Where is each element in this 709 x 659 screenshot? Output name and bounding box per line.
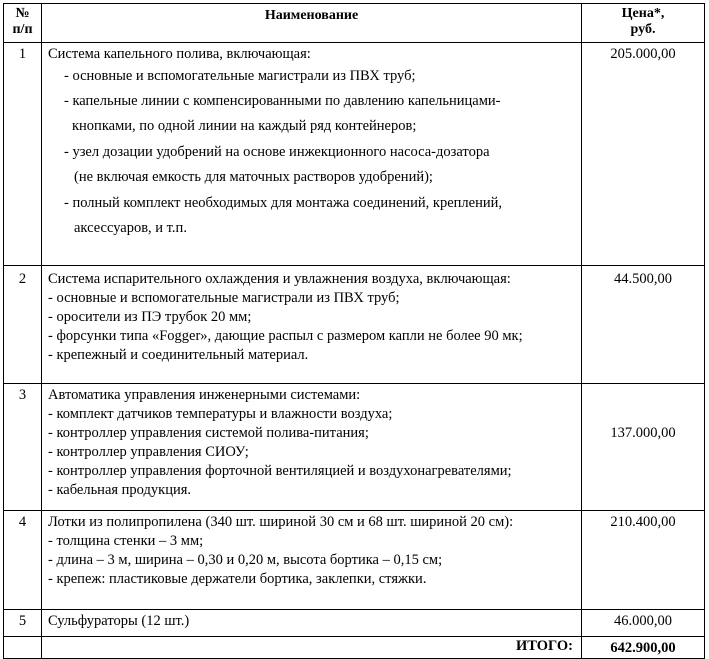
row-number: 1 — [4, 43, 42, 266]
row-line: Автоматика управления инженерными системами: — [48, 387, 361, 403]
header-price — [582, 4, 705, 43]
table-row — [4, 384, 705, 511]
row-line: - крепеж: пластиковые держатели бортика, заклепки, стяжки. — [48, 571, 427, 587]
row-line: Сульфураторы (12 шт.) — [48, 613, 190, 629]
row-line: - кабельная продукция. — [48, 482, 192, 498]
row-price: 44.500,00 — [582, 266, 705, 384]
row-line: - комплект датчиков температуры и влажности воздуха; — [48, 406, 393, 422]
table-row — [4, 266, 705, 384]
row-line: - крепежный и соединительный материал. — [48, 347, 309, 363]
row-description — [42, 43, 582, 266]
row-line: аксессуаров, и т.п. — [74, 220, 187, 236]
row-line: - оросители из ПЭ трубок 20 мм; — [48, 309, 252, 325]
header-number-line2: п/п — [12, 22, 33, 37]
row-line: - толщина стенки – 3 мм; — [48, 533, 204, 549]
row-line: - основные и вспомогательные магистрали из ПВХ труб; — [48, 290, 400, 306]
row-price: 205.000,00 — [582, 43, 705, 266]
row-description — [42, 610, 582, 637]
row-line: - контроллер управления СИОУ; — [48, 444, 249, 460]
row-description — [42, 511, 582, 610]
row-line: - контроллер управления форточной вентиляцией и воздухонагревателями; — [48, 463, 512, 479]
row-line: (не включая емкость для маточных растворов удобрений); — [74, 169, 433, 185]
row-price: 137.000,00 — [582, 384, 705, 511]
row-number: 3 — [4, 384, 42, 511]
row-line: - капельные линии с компенсированными по давлению капельницами- — [64, 93, 501, 109]
row-description — [42, 266, 582, 384]
price-table — [3, 3, 705, 659]
row-price: 46.000,00 — [582, 610, 705, 637]
row-line: - контроллер управления системой полива-питания; — [48, 425, 369, 441]
row-number: 4 — [4, 511, 42, 610]
total-value: 642.900,00 — [582, 637, 705, 659]
table-row — [4, 511, 705, 610]
header-number — [4, 4, 42, 43]
table-header-row — [4, 4, 705, 43]
row-line: Система капельного полива, включающая: — [48, 46, 311, 62]
row-line: Лотки из полипропилена (340 шт. шириной 30 см и 68 шт. шириной 20 см): — [48, 514, 514, 530]
total-label: ИТОГО: — [42, 637, 582, 659]
row-line: кнопками, по одной линии на каждый ряд контейнеров; — [72, 118, 417, 134]
header-price-line2: руб. — [630, 22, 656, 37]
row-line: - узел дозации удобрений на основе инжекционного насоса-дозатора — [64, 144, 490, 160]
row-line: - полный комплект необходимых для монтажа соединений, креплений, — [64, 195, 502, 211]
header-name: Наименование — [42, 4, 582, 43]
total-row — [4, 637, 705, 659]
row-number: 5 — [4, 610, 42, 637]
row-description — [42, 384, 582, 511]
row-price: 210.400,00 — [582, 511, 705, 610]
total-empty-cell — [4, 637, 42, 659]
table-row — [4, 43, 705, 266]
row-line: - форсунки типа «Fogger», дающие распыл с размером капли не более 90 мк; — [48, 328, 523, 344]
table-row — [4, 610, 705, 637]
row-number: 2 — [4, 266, 42, 384]
row-line: Система испарительного охлаждения и увлажнения воздуха, включающая: — [48, 271, 511, 287]
row-line: - основные и вспомогательные магистрали из ПВХ труб; — [64, 68, 416, 84]
header-number-line1: № — [15, 6, 30, 21]
row-line: - длина – 3 м, ширина – 0,30 и 0,20 м, высота бортика – 0,15 см; — [48, 552, 443, 568]
header-price-line1: Цена*, — [621, 6, 665, 21]
